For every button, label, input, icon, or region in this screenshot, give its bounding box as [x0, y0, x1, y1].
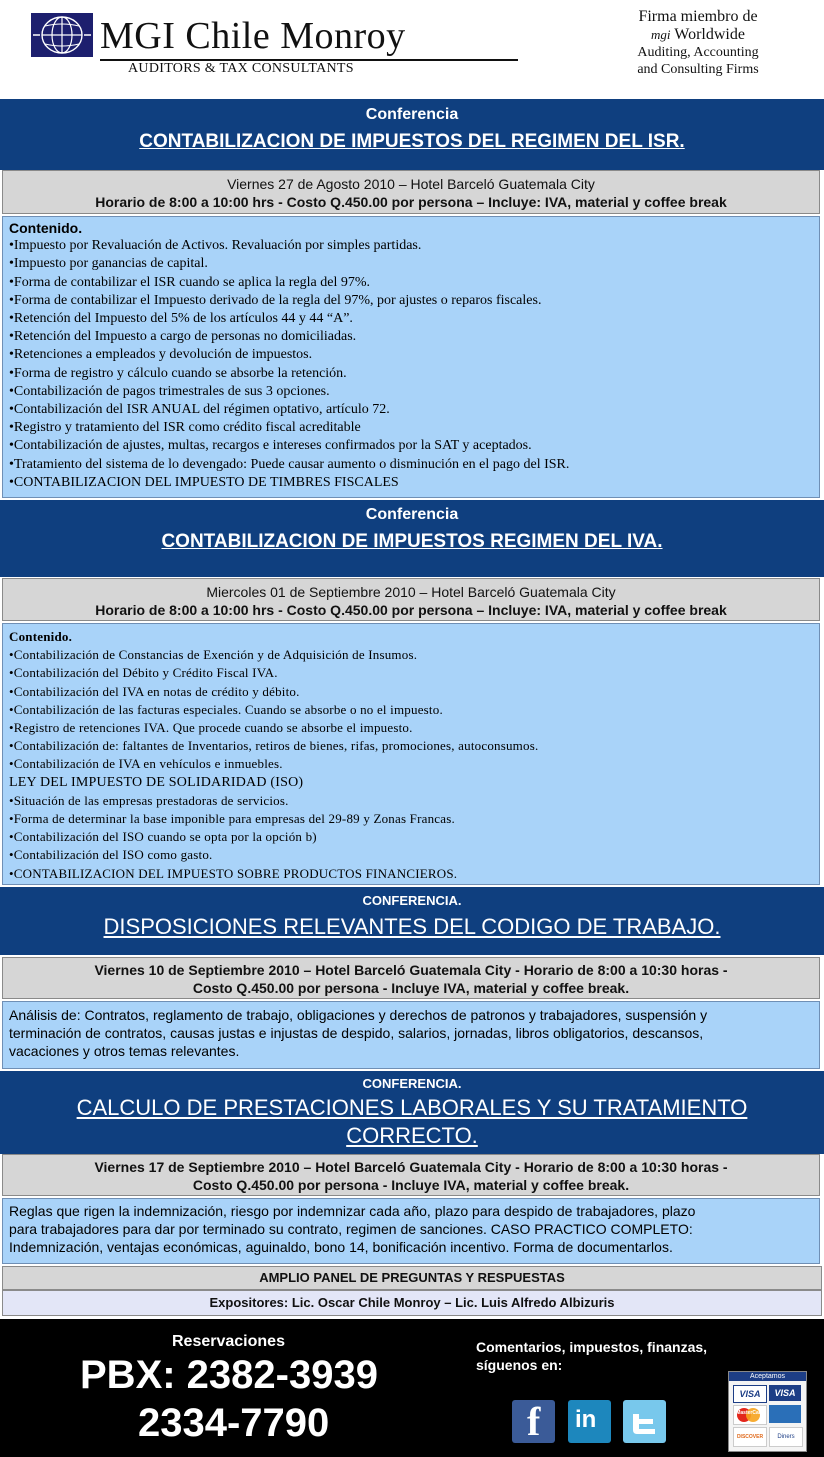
list-item: •Contabilización del ISR ANUAL del régimen optativo, artículo 72.: [9, 402, 390, 418]
cards-label: Aceptamos: [729, 1372, 806, 1381]
list-item: •Contabilización de IVA en vehículos e inmuebles.: [9, 756, 283, 772]
list-item: •Contabilización de: faltantes de Inventarios, retiros de bienes, rifas, promociones, autoconsumos.: [9, 738, 539, 754]
facebook-icon[interactable]: [512, 1400, 555, 1443]
mastercard-label: MasterCard: [736, 1410, 764, 1416]
list-item: •Impuesto por ganancias de capital.: [9, 256, 208, 272]
mastercard-icon: [733, 1405, 767, 1425]
twitter-bird-icon: [623, 1400, 666, 1443]
conference-2-kicker: Conferencia: [365, 506, 459, 523]
discover-icon: DISCOVER: [733, 1427, 767, 1447]
firma-line-1: Firma miembro de: [638, 8, 758, 25]
facebook-letter: f: [527, 1399, 541, 1444]
list-item: •Situación de las empresas prestadoras de servicios.: [9, 792, 289, 808]
conference-4-content: [2, 1198, 820, 1264]
list-item: •Forma de registro y cálculo cuando se absorbe la retención.: [9, 365, 347, 381]
conference-3-content: [2, 1001, 820, 1069]
conference-2-topic-list: [9, 646, 813, 883]
conference-3-cost: Costo Q.450.00 por persona - Incluye IVA, material y coffee break.: [192, 980, 630, 996]
diners-icon: Diners: [769, 1427, 803, 1447]
list-item: •CONTABILIZACION DEL IMPUESTO SOBRE PRODUCTOS FINANCIEROS.: [9, 865, 458, 881]
conference-4-body-line: para trabajadores para dar por terminado su contrato, regimen de sanciones. CASO PRACTICO COMPLETO:: [9, 1221, 693, 1237]
list-item: •Retención del Impuesto a cargo de personas no domiciliadas.: [9, 329, 357, 345]
list-item: •Contabilización de las facturas especiales. Cuando se absorbe o no el impuesto.: [9, 701, 443, 717]
conference-1-kicker: Conferencia: [365, 106, 459, 123]
list-item: •Contabilización del IVA en notas de crédito y débito.: [9, 683, 300, 699]
firma-line-2: [600, 26, 796, 44]
conference-1-content: [2, 216, 820, 498]
visa-electron-icon: VISA: [769, 1385, 801, 1401]
footer: [0, 1319, 824, 1457]
amex-icon: [769, 1405, 801, 1423]
worldwide-label: Worldwide: [674, 26, 745, 43]
conference-4-date: Viernes 17 de Septiembre 2010 – Hotel Barceló Guatemala City - Horario de 8:00 a 10:30 horas -: [94, 1159, 728, 1175]
company-name: MGI Chile Monroy: [100, 15, 406, 57]
list-item: •Contabilización de pagos trimestrales de sus 3 opciones.: [9, 383, 330, 399]
linkedin-letters: in: [575, 1406, 597, 1433]
conference-1-details: [2, 170, 820, 214]
conference-3-title: DISPOSICIONES RELEVANTES DEL CODIGO DE TRABAJO.: [103, 914, 721, 939]
conference-3-details: [2, 957, 820, 999]
conference-1-header: [0, 99, 824, 170]
list-item: •Contabilización de ajustes, multas, recargos e intereses confirmados por la SAT y aceptados.: [9, 438, 532, 454]
social-invite-line-2: síguenos en:: [476, 1357, 563, 1373]
accepted-cards-badge: [728, 1371, 807, 1452]
conference-4-header: [0, 1071, 824, 1154]
list-item: •Retención del Impuesto del 5% de los artículos 44 y 44 “A”.: [9, 311, 353, 327]
conference-3-body-line: terminación de contratos, causas justas e injustas de despido, salarios, jornadas, libros obligatorios, descansos,: [9, 1025, 704, 1041]
list-item: •Forma de contabilizar el Impuesto derivado de la regla del 97%, por ajustes o reparos fiscales.: [9, 292, 542, 308]
list-item: •Contabilización del ISO cuando se opta por la opción b): [9, 829, 317, 845]
conference-2-title: CONTABILIZACION DE IMPUESTOS REGIMEN DEL IVA.: [161, 531, 663, 552]
list-item: •Contabilización del ISO como gasto.: [9, 847, 213, 863]
firma-line-3: Auditing, Accounting: [637, 45, 759, 60]
list-item: •Contabilización del Débito y Crédito Fiscal IVA.: [9, 665, 278, 681]
list-item: •Registro y tratamiento del ISR como crédito fiscal acreditable: [9, 420, 361, 436]
social-invite: [476, 1338, 707, 1374]
list-item: •Registro de retenciones IVA. Que procede cuando se absorbe el impuesto.: [9, 720, 413, 736]
iso-heading: LEY DEL IMPUESTO DE SOLIDARIDAD (ISO): [9, 774, 304, 790]
list-item: •Contabilización de Constancias de Exención y de Adquisición de Insumos.: [9, 647, 418, 663]
conference-3-body-line: Análisis de: Contratos, reglamento de trabajo, obligaciones y derechos de patronos y trabajadores, suspensión y: [9, 1007, 708, 1023]
conference-4-kicker: CONFERENCIA.: [362, 1076, 462, 1091]
conference-2-header: [0, 500, 824, 577]
reservations-label: Reservaciones: [172, 1333, 285, 1350]
conference-4-body-line: Reglas que rigen la indemnización, riesgo por indemnizar cada año, plazo para despido de trabajadores, plazo: [9, 1203, 696, 1219]
speakers-banner: Expositores: Lic. Oscar Chile Monroy – Lic. Luis Alfredo Albizuris: [2, 1290, 822, 1316]
conference-2-content-label: Contenido.: [9, 629, 73, 644]
conference-3-header: [0, 887, 824, 955]
company-subtitle: AUDITORS & TAX CONSULTANTS: [128, 61, 354, 76]
conference-4-details: [2, 1154, 820, 1196]
firma-line-4: and Consulting Firms: [637, 62, 759, 77]
list-item: •CONTABILIZACION DEL IMPUESTO DE TIMBRES FISCALES: [9, 474, 399, 490]
globe-logo-icon: [31, 13, 93, 57]
conference-1-topic-list: [9, 237, 813, 492]
list-item: •Forma de contabilizar el ISR cuando se aplica la regla del 97%.: [9, 274, 370, 290]
visa-icon: VISA: [733, 1385, 767, 1403]
conference-2-date: Miercoles 01 de Septiembre 2010 – Hotel Barceló Guatemala City: [206, 584, 616, 600]
secondary-phone[interactable]: 2334-7790: [138, 1401, 330, 1445]
list-item: •Retenciones a empleados y devolución de impuestos.: [9, 347, 313, 363]
conference-4-cost: Costo Q.450.00 por persona - Incluye IVA, material y coffee break.: [192, 1177, 630, 1193]
social-invite-line-1: Comentarios, impuestos, finanzas,: [476, 1339, 708, 1355]
conference-4-title-line-1: CALCULO DE PRESTACIONES LABORALES Y SU TRATAMIENTO: [76, 1095, 748, 1120]
conference-3-kicker: CONFERENCIA.: [362, 893, 462, 908]
list-item: •Impuesto por Revaluación de Activos. Revaluación por simples partidas.: [9, 238, 422, 254]
conference-1-content-label: Contenido.: [9, 220, 83, 236]
conference-3-body-line: vacaciones y otros temas relevantes.: [9, 1043, 240, 1059]
conference-1-title: CONTABILIZACION DE IMPUESTOS DEL REGIMEN DEL ISR.: [139, 131, 685, 152]
conference-3-date: Viernes 10 de Septiembre 2010 – Hotel Barceló Guatemala City - Horario de 8:00 a 10:30 horas -: [94, 962, 728, 978]
list-item: •Tratamiento del sistema de lo devengado: Puede causar aumento o disminución en el pago del ISR.: [9, 456, 570, 472]
page-header: [0, 0, 824, 98]
pbx-phone[interactable]: PBX: 2382-3939: [80, 1353, 378, 1397]
network-membership: [600, 8, 796, 78]
conference-4-body-line: Indemnización, ventajas económicas, aguinaldo, bono 14, bonificación incentivo. Forma de documentarlos.: [9, 1239, 673, 1255]
twitter-icon[interactable]: [623, 1400, 666, 1443]
qa-panel-banner: AMPLIO PANEL DE PREGUNTAS Y RESPUESTAS: [2, 1266, 822, 1290]
conference-1-schedule: Horario de 8:00 a 10:00 hrs - Costo Q.450.00 por persona – Incluye: IVA, material y coffee break: [95, 194, 727, 210]
conference-4-title-line-2: CORRECTO.: [346, 1123, 478, 1148]
conference-2-schedule: Horario de 8:00 a 10:00 hrs - Costo Q.450.00 por persona – Incluye: IVA, material y coffee break: [95, 602, 727, 618]
conference-2-details: [2, 578, 820, 621]
mgi-mark: mgi: [651, 27, 671, 42]
linkedin-icon[interactable]: [568, 1400, 611, 1443]
conference-2-content: [2, 623, 820, 885]
list-item: •Forma de determinar la base imponible para empresas del 29-89 y Zonas Francas.: [9, 811, 455, 827]
conference-1-date: Viernes 27 de Agosto 2010 – Hotel Barceló Guatemala City: [227, 176, 595, 192]
